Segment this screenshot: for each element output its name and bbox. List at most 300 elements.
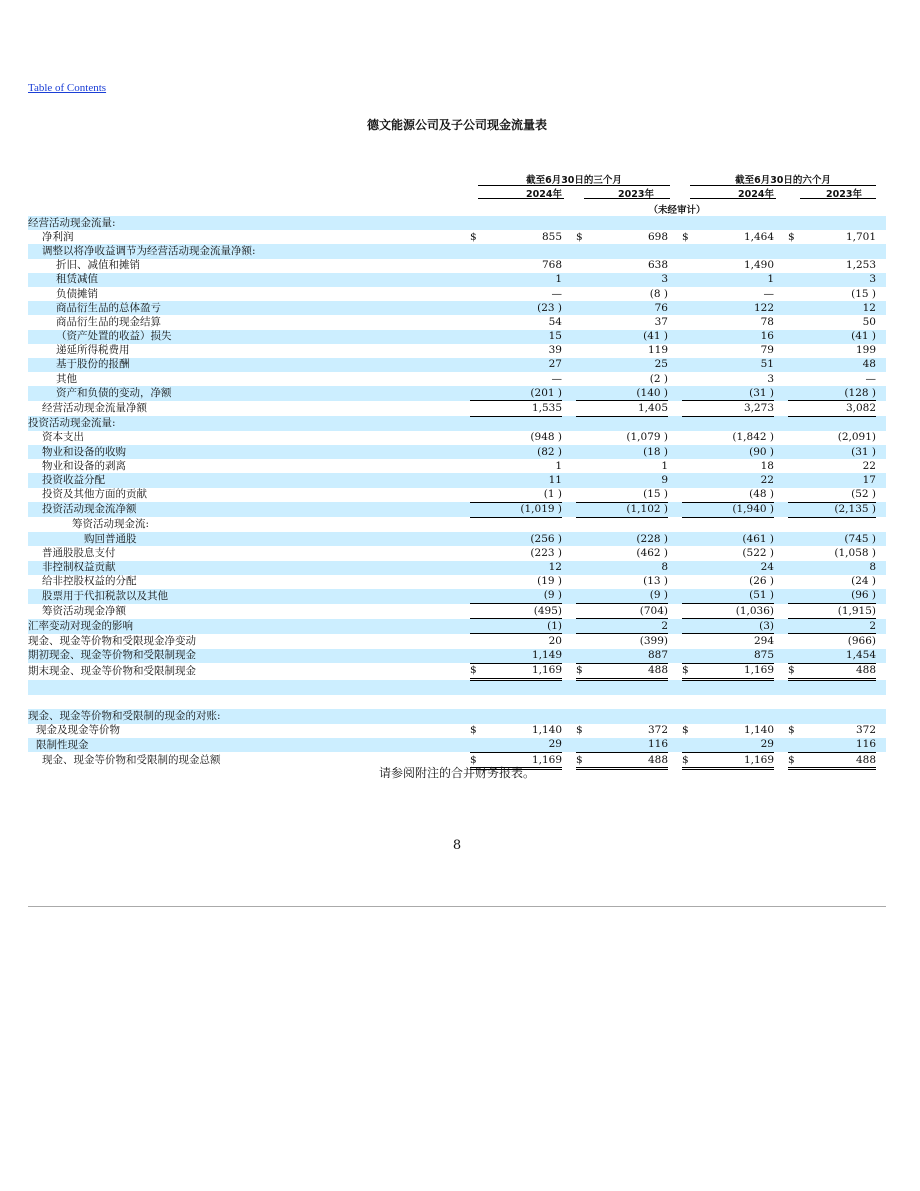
column-gap <box>562 663 576 679</box>
column-gap <box>562 401 576 416</box>
row-label: 经营活动现金流量净额 <box>42 402 147 415</box>
table-row <box>28 561 886 575</box>
column-gap <box>876 344 886 358</box>
cell-value: 116 <box>588 738 668 753</box>
row-label: 投资活动现金流净额 <box>28 502 470 517</box>
row-label: 期末现金、现金等价物和受限制现金 <box>28 664 196 677</box>
column-gap <box>774 619 788 634</box>
dollar-sign <box>470 244 482 258</box>
dollar-sign <box>682 517 694 532</box>
dollar-sign <box>788 216 800 230</box>
column-gap <box>562 273 576 287</box>
column-gap <box>774 634 788 649</box>
cell-value: 698 <box>647 230 668 243</box>
footer-note: 请参阅附注的合并财务报表。 <box>378 766 535 780</box>
column-gap <box>876 230 886 244</box>
dollar-sign <box>470 532 482 546</box>
column-gap <box>668 724 682 738</box>
cell-value: 20 <box>548 635 562 648</box>
header-three-months: 截至6月30日的三个月 <box>478 172 670 186</box>
dollar-sign <box>576 546 588 560</box>
cell-value: (256 ) <box>482 532 562 546</box>
column-gap <box>876 546 886 560</box>
column-gap <box>774 680 788 696</box>
dollar-sign <box>576 344 588 358</box>
table-row <box>28 634 886 649</box>
cell-value: 11 <box>482 473 562 487</box>
cell-value <box>800 216 876 230</box>
dollar-sign <box>576 502 588 517</box>
cell-value: 3 <box>588 273 668 287</box>
cell-value <box>482 244 562 258</box>
row-label: 现金、现金等价物和受限制的现金总额 <box>42 754 221 767</box>
column-gap <box>876 561 886 575</box>
dollar-sign <box>576 244 588 258</box>
column-gap <box>876 372 886 386</box>
table-row <box>28 695 886 709</box>
column-gap <box>562 244 576 258</box>
column-gap <box>774 216 788 230</box>
column-gap <box>668 589 682 604</box>
cell-value: (1,915) <box>800 604 876 619</box>
cash-flow-table <box>28 216 886 770</box>
dollar-sign <box>576 372 588 386</box>
cell-value: 29 <box>482 738 562 753</box>
row-label: （资产处置的收益）损失 <box>28 330 470 344</box>
table-row <box>28 502 886 517</box>
cell-value: 1 <box>555 459 562 472</box>
row-label <box>28 695 470 709</box>
dollar-sign <box>682 358 694 372</box>
column-gap <box>876 663 886 679</box>
column-gap <box>562 315 576 329</box>
cell-value: 3 <box>767 372 774 385</box>
table-row <box>28 459 886 473</box>
row-label: 筹资活动现金净额 <box>42 604 126 617</box>
dollar-sign <box>470 604 482 619</box>
dollar-sign <box>470 649 482 664</box>
cell-value: 119 <box>647 344 668 357</box>
dollar-sign <box>470 738 482 753</box>
dollar-sign: $ <box>576 663 588 679</box>
row-label: 调整以将净收益调节为经营活动现金流量净额: <box>28 244 470 258</box>
cell-value <box>694 680 774 696</box>
row-label: 商品衍生品的现金结算 <box>56 315 161 328</box>
dollar-sign <box>788 680 800 696</box>
table-row <box>28 663 886 679</box>
cell-value <box>482 709 562 723</box>
dollar-sign <box>576 259 588 273</box>
table-row <box>28 315 886 329</box>
column-gap <box>562 416 576 431</box>
column-gap <box>876 738 886 753</box>
column-gap <box>876 330 886 344</box>
dollar-sign <box>788 546 800 560</box>
column-gap <box>562 575 576 589</box>
table-row <box>28 287 886 301</box>
table-of-contents-link[interactable]: Table of Contents <box>28 82 107 94</box>
column-gap <box>562 301 576 315</box>
dollar-sign <box>682 401 694 416</box>
cell-value: (201 ) <box>482 386 562 401</box>
cell-value: (745 ) <box>800 532 876 546</box>
column-gap <box>562 431 576 445</box>
dollar-sign <box>576 517 588 532</box>
column-gap <box>774 517 788 532</box>
cell-value: 48 <box>800 358 876 372</box>
column-gap <box>668 445 682 459</box>
column-gap <box>876 431 886 445</box>
cell-value: — <box>551 372 562 385</box>
cell-value: 2 <box>588 619 668 634</box>
dollar-sign <box>788 259 800 273</box>
dollar-sign <box>576 416 588 431</box>
row-label: 购回普通股 <box>28 532 470 546</box>
dollar-sign <box>470 216 482 230</box>
cell-value: (948 ) <box>530 431 562 444</box>
cell-value: 8 <box>588 561 668 575</box>
column-gap <box>562 561 576 575</box>
column-gap <box>562 445 576 459</box>
dollar-sign <box>470 330 482 344</box>
dollar-sign <box>788 695 800 709</box>
column-gap <box>668 663 682 679</box>
column-gap <box>668 649 682 664</box>
column-gap <box>562 330 576 344</box>
cell-value: 1 <box>694 273 774 287</box>
dollar-sign <box>788 561 800 575</box>
dollar-sign: $ <box>576 230 583 243</box>
cell-value <box>588 517 668 532</box>
dollar-sign: $ <box>576 752 588 768</box>
column-gap <box>876 401 886 416</box>
cell-value: (1,940 ) <box>694 502 774 517</box>
column-gap <box>876 575 886 589</box>
cell-value: 768 <box>541 259 562 272</box>
column-gap <box>876 445 886 459</box>
cell-value: 12 <box>800 301 876 315</box>
dollar-sign: $ <box>682 230 689 243</box>
cell-value: 887 <box>588 649 668 664</box>
dollar-sign <box>682 575 694 589</box>
column-gap <box>876 589 886 604</box>
dollar-sign <box>576 488 588 503</box>
column-gap <box>774 230 788 244</box>
row-label <box>28 680 470 696</box>
cell-value: (1,058 ) <box>834 546 876 559</box>
dollar-sign <box>682 604 694 619</box>
dollar-sign <box>682 431 694 445</box>
dollar-sign <box>788 502 800 517</box>
column-gap <box>774 604 788 619</box>
column-gap <box>668 473 682 487</box>
cell-value: (9 ) <box>588 589 668 604</box>
dollar-sign <box>470 344 482 358</box>
row-label: 投资及其他方面的贡献 <box>42 488 147 501</box>
dollar-sign <box>470 386 482 401</box>
dollar-sign <box>682 502 694 517</box>
row-label: 现金、现金等价物和受限制的现金的对账: <box>28 709 470 723</box>
column-gap <box>562 473 576 487</box>
cell-value: (23 ) <box>482 301 562 315</box>
cell-value: 1 <box>661 459 668 472</box>
dollar-sign <box>682 386 694 401</box>
cell-value <box>694 244 774 258</box>
table-row <box>28 604 886 619</box>
cell-value: (24 ) <box>851 575 876 588</box>
cell-value: (26 ) <box>749 575 774 588</box>
dollar-sign <box>576 315 588 329</box>
table-row <box>28 344 886 358</box>
column-gap <box>774 401 788 416</box>
table-row <box>28 589 886 604</box>
cell-value: 1,140 <box>531 724 562 737</box>
column-gap <box>876 416 886 431</box>
column-gap <box>876 386 886 401</box>
row-label: 限制性现金 <box>28 738 470 753</box>
dollar-sign <box>576 680 588 696</box>
dollar-sign <box>788 372 800 386</box>
cell-value: (1) <box>482 619 562 634</box>
cell-value: 488 <box>800 752 876 768</box>
cell-value: (90 ) <box>694 445 774 459</box>
cell-value: 1,464 <box>743 230 774 243</box>
dollar-sign <box>470 502 482 517</box>
cell-value: (2,135 ) <box>800 502 876 517</box>
dollar-sign <box>470 315 482 329</box>
cell-value: 855 <box>541 230 562 243</box>
column-gap <box>668 575 682 589</box>
dollar-sign <box>682 532 694 546</box>
cell-value <box>800 709 876 723</box>
table-row <box>28 680 886 696</box>
cell-value: (223 ) <box>530 546 562 559</box>
column-gap <box>876 517 886 532</box>
cell-value: (18 ) <box>588 445 668 459</box>
cell-value: 9 <box>588 473 668 487</box>
cell-value: 51 <box>694 358 774 372</box>
cell-value: (19 ) <box>537 575 562 588</box>
cell-value: — <box>763 287 774 300</box>
dollar-sign <box>788 459 800 473</box>
cell-value <box>588 216 668 230</box>
header-year-2: 2023年 <box>584 186 670 199</box>
table-row <box>28 330 886 344</box>
cell-value: (8 ) <box>649 287 668 300</box>
table-row <box>28 649 886 664</box>
cell-value: 875 <box>694 649 774 664</box>
cell-value: 17 <box>800 473 876 487</box>
cell-value: (41 ) <box>588 330 668 344</box>
dollar-sign <box>682 330 694 344</box>
cell-value: 18 <box>760 459 774 472</box>
dollar-sign <box>788 315 800 329</box>
cell-value <box>694 695 774 709</box>
cell-value: (15 ) <box>851 287 876 300</box>
dollar-sign <box>788 634 800 649</box>
column-gap <box>876 604 886 619</box>
cell-value: 372 <box>647 724 668 737</box>
row-label: 现金及现金等价物 <box>36 724 120 737</box>
dollar-sign <box>470 287 482 301</box>
cell-value: (9 ) <box>482 589 562 604</box>
dollar-sign <box>470 546 482 560</box>
column-gap <box>668 315 682 329</box>
dollar-sign <box>470 301 482 315</box>
dollar-sign: $ <box>470 724 477 737</box>
cell-value: 488 <box>588 752 668 768</box>
row-label: 非控制权益贡献 <box>28 561 470 575</box>
dollar-sign <box>682 695 694 709</box>
column-gap <box>774 473 788 487</box>
column-gap <box>774 589 788 604</box>
column-gap <box>774 315 788 329</box>
dollar-sign <box>576 532 588 546</box>
table-row <box>28 301 886 315</box>
dollar-sign <box>576 386 588 401</box>
table-row <box>28 431 886 445</box>
column-gap <box>774 445 788 459</box>
column-gap <box>774 259 788 273</box>
dollar-sign <box>788 604 800 619</box>
column-gap <box>668 619 682 634</box>
page-divider <box>28 906 886 907</box>
cell-value: 25 <box>588 358 668 372</box>
column-gap <box>562 619 576 634</box>
cell-value: (704) <box>588 604 668 619</box>
dollar-sign <box>576 589 588 604</box>
dollar-sign <box>576 738 588 753</box>
dollar-sign <box>576 634 588 649</box>
dollar-sign <box>788 358 800 372</box>
cell-value <box>800 416 876 431</box>
dollar-sign <box>682 561 694 575</box>
cell-value: (96 ) <box>800 589 876 604</box>
dollar-sign <box>682 738 694 753</box>
dollar-sign <box>576 561 588 575</box>
cell-value: (1 ) <box>482 488 562 503</box>
dollar-sign <box>470 709 482 723</box>
row-label: 资产和负债的变动，净额 <box>28 386 470 401</box>
column-gap <box>668 330 682 344</box>
cell-value: 37 <box>654 315 668 328</box>
cell-value: 1,490 <box>743 259 774 272</box>
column-gap <box>876 649 886 664</box>
cell-value: (228 ) <box>588 532 668 546</box>
column-gap <box>668 344 682 358</box>
dollar-sign <box>470 488 482 503</box>
column-gap <box>668 488 682 503</box>
row-label: 净利润 <box>42 230 74 243</box>
dollar-sign: $ <box>788 724 795 737</box>
column-gap <box>774 695 788 709</box>
cell-value <box>800 517 876 532</box>
cell-value <box>800 244 876 258</box>
column-gap <box>562 358 576 372</box>
cell-value <box>482 517 562 532</box>
cell-value: 29 <box>694 738 774 753</box>
column-gap <box>876 619 886 634</box>
dollar-sign <box>788 738 800 753</box>
column-gap <box>668 416 682 431</box>
dollar-sign <box>470 473 482 487</box>
row-label: 物业和设备的剥离 <box>42 459 126 472</box>
column-gap <box>876 459 886 473</box>
dollar-sign: $ <box>576 724 583 737</box>
cell-value <box>800 680 876 696</box>
column-gap <box>774 663 788 679</box>
cell-value <box>482 680 562 696</box>
dollar-sign <box>682 649 694 664</box>
cell-value: 1 <box>482 273 562 287</box>
dollar-sign: $ <box>788 752 800 768</box>
column-gap <box>668 230 682 244</box>
cell-value: (15 ) <box>588 488 668 503</box>
column-gap <box>668 372 682 386</box>
cell-value: (82 ) <box>482 445 562 459</box>
table-row <box>28 738 886 753</box>
dollar-sign <box>576 709 588 723</box>
row-label: 商品衍生品的总体盈亏 <box>28 301 470 315</box>
column-gap <box>668 695 682 709</box>
cell-value <box>694 709 774 723</box>
column-gap <box>562 230 576 244</box>
dollar-sign <box>682 473 694 487</box>
dollar-sign <box>576 431 588 445</box>
row-label: 股票用于代扣税款以及其他 <box>28 589 470 604</box>
cell-value: 122 <box>694 301 774 315</box>
cell-value: (966) <box>847 635 876 648</box>
column-gap <box>774 532 788 546</box>
dollar-sign <box>576 695 588 709</box>
dollar-sign <box>470 416 482 431</box>
row-label: 普通股股息支付 <box>42 546 116 559</box>
column-gap <box>876 634 886 649</box>
cell-value: 22 <box>862 459 876 472</box>
column-gap <box>876 358 886 372</box>
cell-value <box>588 416 668 431</box>
dollar-sign <box>788 619 800 634</box>
row-label: 租赁减值 <box>28 273 470 287</box>
dollar-sign <box>576 401 588 416</box>
column-gap <box>876 502 886 517</box>
cell-value: 638 <box>647 259 668 272</box>
column-gap <box>668 287 682 301</box>
table-row <box>28 386 886 401</box>
dollar-sign <box>682 344 694 358</box>
cell-value: 372 <box>855 724 876 737</box>
cell-value: (1,102 ) <box>588 502 668 517</box>
column-gap <box>668 459 682 473</box>
dollar-sign <box>682 315 694 329</box>
table-row <box>28 488 886 503</box>
column-gap <box>668 561 682 575</box>
dollar-sign: $ <box>682 724 689 737</box>
cell-value <box>482 216 562 230</box>
dollar-sign <box>788 287 800 301</box>
header-year-3: 2024年 <box>690 186 776 199</box>
cell-value: 3,082 <box>800 401 876 416</box>
cell-value: 12 <box>482 561 562 575</box>
column-gap <box>562 724 576 738</box>
dollar-sign <box>576 575 588 589</box>
cell-value: 79 <box>760 344 774 357</box>
dollar-sign <box>682 459 694 473</box>
cell-value: 488 <box>800 663 876 679</box>
dollar-sign <box>682 445 694 459</box>
column-gap <box>774 502 788 517</box>
row-label: 折旧、减值和摊销 <box>56 259 140 272</box>
